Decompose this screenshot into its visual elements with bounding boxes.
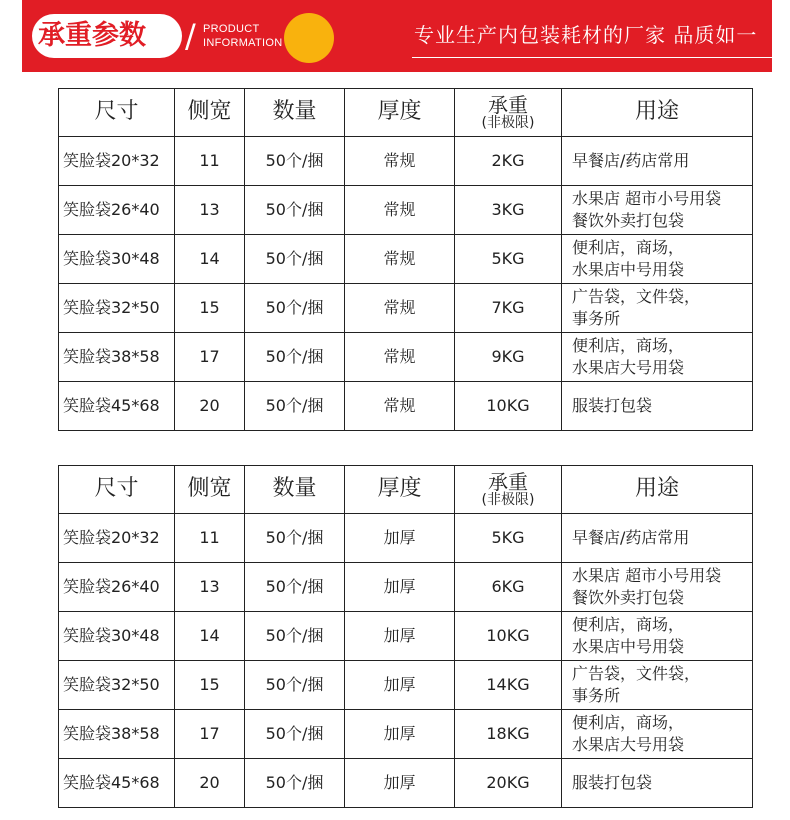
usage-line-1: 水果店 超市小号用袋	[572, 189, 722, 208]
table-header-row	[59, 466, 753, 514]
usage-line-1: 便利店，商场，	[572, 615, 685, 634]
cell-load: 5KG	[455, 514, 562, 563]
cell-usage	[562, 235, 753, 284]
cell-load: 9KG	[455, 333, 562, 382]
cell-size: 笑脸袋20*32	[59, 137, 175, 186]
cell-quantity: 50个/捆	[245, 661, 345, 710]
cell-thickness: 常规	[345, 333, 455, 382]
cell-usage	[562, 137, 753, 186]
table-row	[59, 382, 753, 431]
cell-thickness: 常规	[345, 382, 455, 431]
usage-line-1: 服装打包袋	[572, 396, 653, 415]
usage-line-1: 便利店，商场，	[572, 713, 685, 732]
cell-thickness: 常规	[345, 284, 455, 333]
usage-line-1: 早餐店/药店常用	[572, 528, 690, 547]
cell-usage	[562, 186, 753, 235]
cell-size: 笑脸袋45*68	[59, 759, 175, 808]
cell-load: 20KG	[455, 759, 562, 808]
cell-usage	[562, 661, 753, 710]
cell-usage	[562, 612, 753, 661]
header-size: 尺寸	[59, 466, 175, 514]
cell-quantity: 50个/捆	[245, 137, 345, 186]
usage-line-1: 早餐店/药店常用	[572, 151, 690, 170]
usage-line-2: 事务所	[572, 686, 621, 705]
cell-side-width: 17	[175, 710, 245, 759]
banner-english-label	[203, 22, 282, 50]
cell-usage	[562, 710, 753, 759]
header-load	[455, 89, 562, 137]
cell-usage	[562, 284, 753, 333]
cell-thickness: 加厚	[345, 612, 455, 661]
cell-size: 笑脸袋45*68	[59, 382, 175, 431]
header-size: 尺寸	[59, 89, 175, 137]
cell-size: 笑脸袋38*58	[59, 333, 175, 382]
cell-load: 14KG	[455, 661, 562, 710]
table-header-row	[59, 89, 753, 137]
cell-thickness: 加厚	[345, 710, 455, 759]
header-banner	[22, 0, 772, 72]
table-row	[59, 710, 753, 759]
cell-quantity: 50个/捆	[245, 235, 345, 284]
cell-size: 笑脸袋30*48	[59, 235, 175, 284]
usage-line-1: 广告袋，文件袋，	[572, 287, 701, 306]
header-usage: 用途	[562, 89, 753, 137]
usage-line-1: 水果店 超市小号用袋	[572, 566, 722, 585]
cell-thickness: 加厚	[345, 759, 455, 808]
cell-quantity: 50个/捆	[245, 563, 345, 612]
cell-quantity: 50个/捆	[245, 612, 345, 661]
usage-line-2: 事务所	[572, 309, 621, 328]
cell-size: 笑脸袋20*32	[59, 514, 175, 563]
table-row	[59, 514, 753, 563]
table-row	[59, 235, 753, 284]
cell-side-width: 13	[175, 186, 245, 235]
usage-line-1: 服装打包袋	[572, 773, 653, 792]
cell-size: 笑脸袋38*58	[59, 710, 175, 759]
banner-english-line1: PRODUCT	[203, 23, 260, 35]
cell-size: 笑脸袋26*40	[59, 186, 175, 235]
cell-usage	[562, 333, 753, 382]
cell-side-width: 17	[175, 333, 245, 382]
table-row	[59, 612, 753, 661]
table-row	[59, 284, 753, 333]
cell-load: 10KG	[455, 612, 562, 661]
cell-side-width: 20	[175, 382, 245, 431]
usage-line-1: 便利店，商场，	[572, 238, 685, 257]
cell-size: 笑脸袋30*48	[59, 612, 175, 661]
header-load-main: 承重	[488, 92, 528, 117]
header-load	[455, 466, 562, 514]
cell-thickness: 常规	[345, 186, 455, 235]
thick-spec-table	[58, 465, 753, 808]
header-load-sub: (非极限)	[481, 491, 535, 508]
slogan-underline	[412, 57, 772, 58]
usage-line-1: 便利店，商场，	[572, 336, 685, 355]
cell-usage	[562, 759, 753, 808]
cell-thickness: 常规	[345, 235, 455, 284]
cell-load: 7KG	[455, 284, 562, 333]
table-row	[59, 563, 753, 612]
cell-side-width: 15	[175, 284, 245, 333]
usage-line-2: 水果店大号用袋	[572, 735, 685, 754]
table-row	[59, 759, 753, 808]
usage-line-2: 餐饮外卖打包袋	[572, 211, 685, 230]
header-load-sub: (非极限)	[481, 114, 535, 131]
cell-quantity: 50个/捆	[245, 333, 345, 382]
cell-side-width: 13	[175, 563, 245, 612]
cell-thickness: 加厚	[345, 661, 455, 710]
cell-quantity: 50个/捆	[245, 514, 345, 563]
cell-side-width: 14	[175, 235, 245, 284]
banner-title: 承重参数	[38, 20, 146, 51]
cell-side-width: 11	[175, 514, 245, 563]
banner-english-line2: INFORMATION	[203, 37, 283, 49]
usage-line-2: 水果店中号用袋	[572, 637, 685, 656]
table-row	[59, 333, 753, 382]
header-thickness: 厚度	[345, 89, 455, 137]
cell-size: 笑脸袋26*40	[59, 563, 175, 612]
cell-thickness: 加厚	[345, 514, 455, 563]
cell-side-width: 14	[175, 612, 245, 661]
table-row	[59, 137, 753, 186]
cell-usage	[562, 563, 753, 612]
cell-side-width: 15	[175, 661, 245, 710]
cell-load: 6KG	[455, 563, 562, 612]
cell-side-width: 11	[175, 137, 245, 186]
table-row	[59, 186, 753, 235]
cell-side-width: 20	[175, 759, 245, 808]
usage-line-2: 水果店中号用袋	[572, 260, 685, 279]
cell-thickness: 常规	[345, 137, 455, 186]
yellow-circle-icon	[284, 13, 334, 63]
cell-load: 3KG	[455, 186, 562, 235]
cell-quantity: 50个/捆	[245, 186, 345, 235]
header-side-width: 侧宽	[175, 89, 245, 137]
banner-slash: /	[185, 17, 196, 55]
usage-line-1: 广告袋，文件袋，	[572, 664, 701, 683]
cell-quantity: 50个/捆	[245, 284, 345, 333]
cell-load: 5KG	[455, 235, 562, 284]
usage-line-2: 餐饮外卖打包袋	[572, 588, 685, 607]
cell-usage	[562, 382, 753, 431]
header-thickness: 厚度	[345, 466, 455, 514]
cell-quantity: 50个/捆	[245, 759, 345, 808]
cell-usage	[562, 514, 753, 563]
cell-load: 10KG	[455, 382, 562, 431]
header-quantity: 数量	[245, 466, 345, 514]
cell-quantity: 50个/捆	[245, 710, 345, 759]
cell-size: 笑脸袋32*50	[59, 661, 175, 710]
header-side-width: 侧宽	[175, 466, 245, 514]
regular-spec-table	[58, 88, 753, 431]
cell-size: 笑脸袋32*50	[59, 284, 175, 333]
header-quantity: 数量	[245, 89, 345, 137]
table-row	[59, 661, 753, 710]
cell-quantity: 50个/捆	[245, 382, 345, 431]
cell-thickness: 加厚	[345, 563, 455, 612]
header-load-main: 承重	[488, 469, 528, 494]
usage-line-2: 水果店大号用袋	[572, 358, 685, 377]
cell-load: 18KG	[455, 710, 562, 759]
banner-slogan: 专业生产内包装耗材的厂家 品质如一	[414, 23, 758, 47]
header-usage: 用途	[562, 466, 753, 514]
cell-load: 2KG	[455, 137, 562, 186]
